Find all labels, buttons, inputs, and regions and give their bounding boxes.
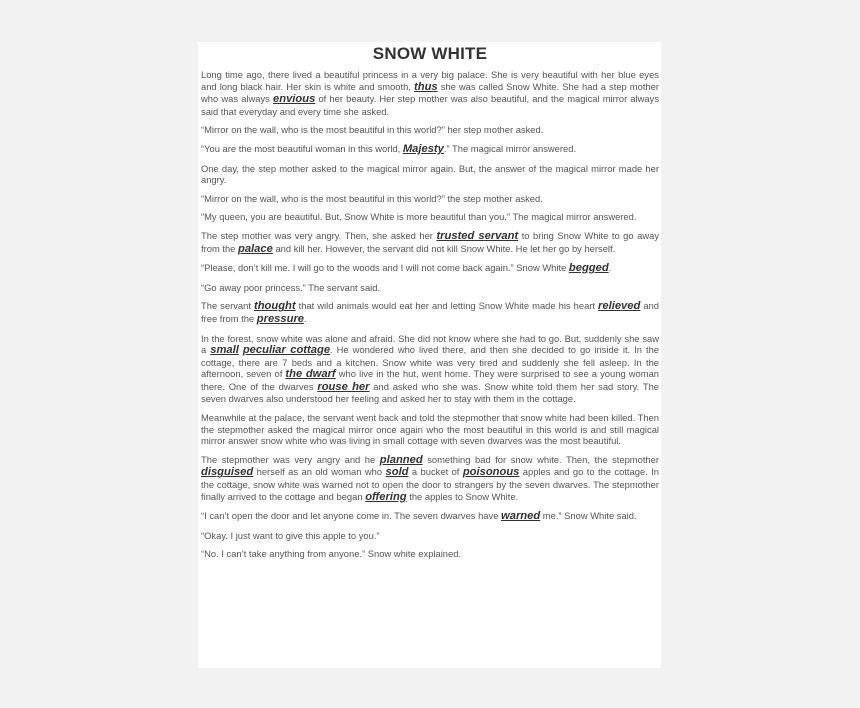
paragraph-text: and kill her. However, the servant did not kill Snow White. He let her go by herself.	[272, 242, 616, 254]
paragraph-text: .	[304, 312, 307, 324]
page-title: SNOW WHITE	[372, 44, 488, 63]
paragraph-text: The stepmother was very angry and he	[201, 453, 380, 465]
vocabulary-word: envious	[273, 93, 316, 106]
paragraph-text: herself as an old woman who	[253, 466, 386, 478]
vocabulary-word: palace	[238, 242, 273, 255]
paragraph-text: and asked who she was. Snow white told them her sad story. The seven dwarves also understood her feeling and asked her to stay with them in the cottage.	[201, 380, 660, 405]
story-paragraph	[201, 412, 659, 447]
paragraph-text: and free from the	[201, 300, 660, 324]
story-paragraph	[201, 510, 659, 523]
story-paragraph	[201, 300, 659, 325]
document-page	[198, 42, 661, 668]
story-paragraph	[201, 282, 659, 294]
paragraph-text: The servant	[201, 300, 254, 312]
paragraph-text: “No. I can’t take anything from anyone.” Snow white explained.	[201, 548, 462, 560]
paragraph-text: “Okay. I just want to give this apple to you.”	[201, 529, 380, 541]
paragraph-text: . He wondered who lived there, and then she decided to go inside it. In the cottage, there are 7 beds and a kitchen. Snow white was very tired and suddenly she fell asleep. In the afternoon, seven of	[201, 344, 660, 380]
story-paragraph	[201, 124, 659, 136]
vocabulary-word: thus	[414, 80, 438, 93]
vocabulary-word: planned	[379, 453, 423, 466]
paragraph-text: something bad for snow white. Then, the stepmother	[422, 453, 659, 465]
vocabulary-word: warned	[501, 510, 541, 523]
paragraph-text: “Please, don’t kill me. I will go to the woods and I will not come back again.” Snow White	[201, 262, 569, 274]
paragraph-text: of her beauty. Her step mother was also beautiful, and the magical mirror always said that everyday and every time she asked.	[201, 93, 660, 117]
vocabulary-word: the dwarf	[285, 368, 336, 381]
vocabulary-word: thought	[253, 300, 296, 313]
story-paragraph	[201, 69, 659, 117]
story-paragraph	[201, 454, 659, 503]
vocabulary-word: rouse her	[317, 380, 370, 393]
story-paragraph	[201, 230, 659, 255]
story-paragraph	[201, 143, 659, 156]
paragraph-text: The step mother was very angry. Then, she asked her	[201, 229, 437, 241]
story-paragraph	[201, 262, 659, 275]
paragraph-text: that wild animals would eat her and letting Snow White made his heart	[295, 300, 599, 312]
paragraph-text: who live in the hut, went home. They were surprised to see a young woman there. One of the dwarves	[201, 368, 660, 392]
story-paragraph	[201, 333, 659, 406]
story-paragraph	[201, 163, 659, 186]
paragraph-text: “I can’t open the door and let anyone come in. The seven dwarves have	[201, 510, 502, 522]
paragraph-text: apples and go to the cottage. In the cottage, snow white was warned not to open the door to strangers by the seven dwarves. The stepmother finally arrived to the cottage and began	[201, 466, 659, 502]
paragraph-text: One day, the step mother asked to the magical mirror again. But, the answer of the magical mirror made her angry.	[201, 162, 659, 186]
paragraph-text: Meanwhile at the palace, the servant went back and told the stepmother that snow white had been killed. Then the stepmother asked the magical mirror once again who the most beautiful in this world is and still magical mirror answer snow white who was living in small cottage with seven dwarves was the most beautiful.	[201, 412, 659, 447]
vocabulary-word: trusted servant	[436, 229, 519, 242]
paragraph-text: the apples to Snow White.	[406, 490, 519, 502]
vocabulary-word: sold	[385, 466, 409, 479]
paragraph-text: to bring Snow White to go away from the	[201, 229, 660, 254]
paragraph-text: .” The magical mirror answered.	[443, 142, 577, 154]
vocabulary-word: relieved	[598, 300, 641, 313]
vocabulary-word: Majesty	[402, 142, 444, 155]
vocabulary-word: disguised	[201, 466, 254, 479]
paragraph-text: a bucket of	[408, 466, 463, 478]
story-paragraph	[201, 548, 659, 560]
story-paragraph	[201, 211, 659, 223]
paragraph-text: “My queen, you are beautiful. But, Snow White is more beautiful than you.” The magical mirror answered.	[201, 211, 637, 223]
paragraph-text: me.” Snow White said.	[540, 510, 637, 522]
paragraph-text: she was called Snow White. She had a step mother who was always	[201, 80, 659, 105]
vocabulary-word: peculiar cottage	[242, 344, 331, 357]
vocabulary-word: poisonous	[462, 466, 520, 479]
story-paragraph	[201, 530, 659, 542]
paragraph-text: “Mirror on the wall, who is the most beautiful in this world?” the step mother asked.	[201, 192, 543, 204]
paragraph-text: Long time ago, there lived a beautiful princess in a very big palace. She is very beautiful with her blue eyes and long black hair. Her skin is white and smooth,	[201, 69, 659, 92]
paragraph-text: .	[608, 262, 612, 274]
vocabulary-word: begged	[568, 262, 609, 275]
paragraph-text: “Go away poor princess.” The servant said.	[201, 281, 381, 293]
vocabulary-word: small	[210, 344, 239, 357]
vocabulary-word: offering	[365, 490, 407, 503]
vocabulary-word: pressure	[256, 312, 305, 325]
story-paragraph	[201, 193, 659, 205]
paragraph-text: “You are the most beautiful woman in this world,	[201, 142, 403, 154]
paragraph-text: In the forest, snow white was alone and afraid. She did not know where she had to go. But, suddenly she saw a	[201, 332, 659, 356]
story-body	[201, 69, 659, 560]
paragraph-text: “Mirror on the wall, who is the most beautiful in this world?” her step mother asked.	[201, 124, 544, 136]
